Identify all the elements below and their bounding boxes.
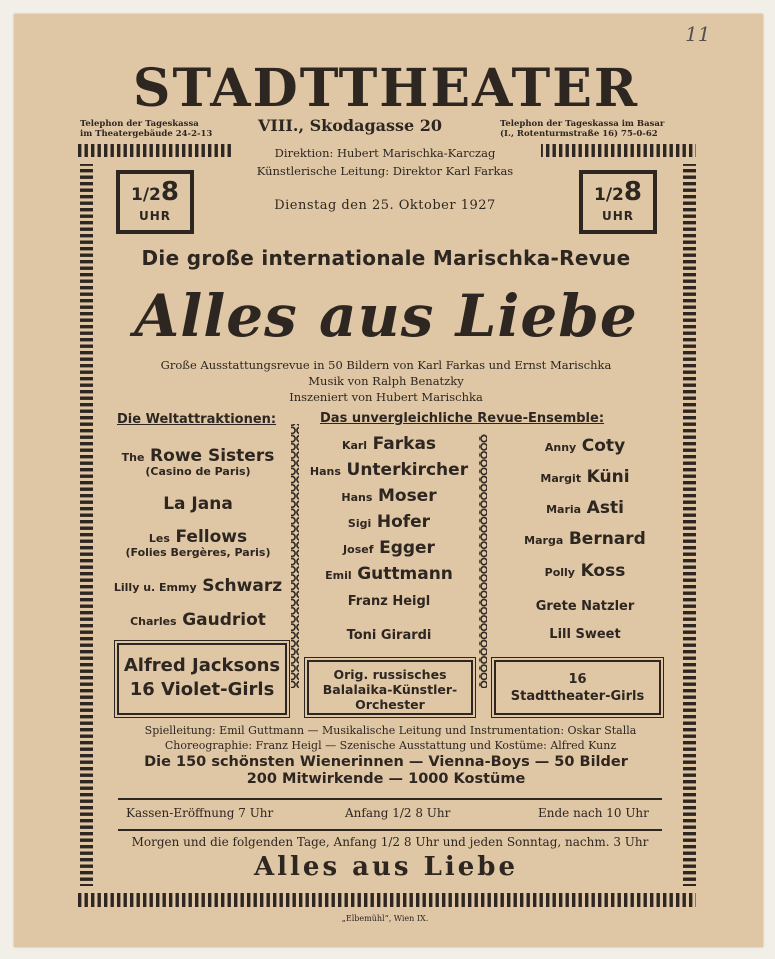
left-section-header: Die Weltattraktionen: [117, 412, 277, 427]
ensemble-member: Anny Coty [544, 436, 626, 456]
show-title: Alles aus Liebe [134, 282, 638, 350]
ensemble-member: Maria Asti [546, 498, 624, 518]
ensemble-right-list [490, 436, 680, 649]
theatre-name: STADTTHEATER [132, 58, 640, 119]
right-section-header: Das unvergleichliche Revue-Ensemble: [320, 411, 605, 426]
ensemble-member: Lill Sweet [549, 627, 621, 642]
staff-line-2: Choreographie: Franz Heigl — Szenische Ausstattung und Kostüme: Alfred Kunz [164, 739, 617, 752]
time-unit: UHR [138, 209, 172, 223]
ensemble-member: Grete Natzler [535, 599, 635, 614]
printer-imprint: „Elbemühl“, Wien IX. [341, 914, 429, 923]
credit-line-3: Inszeniert von Hubert Marischka [289, 390, 483, 404]
phone-right [500, 119, 664, 139]
stats-line-2: 200 Mitwirkende — 1000 Kostüme [246, 771, 526, 787]
credit-line-2: Musik von Ralph Benatzky [308, 374, 464, 388]
direction-line: Direktion: Hubert Marischka-Karczag [274, 146, 496, 160]
footer-show-title: Alles aus Liebe [253, 852, 519, 882]
pencil-page-mark: 11 [685, 22, 711, 46]
violet-girls-box [117, 643, 287, 715]
attraction-item: La Jana [163, 494, 233, 514]
ensemble-member: Karl Farkas [341, 434, 437, 454]
top-right-bar-border [541, 144, 696, 157]
violet-girls-line-1: Alfred Jacksons [123, 655, 281, 676]
time-fraction: 1/2 [131, 185, 161, 205]
theatre-address: VIII., Skodagasse 20 [258, 116, 443, 135]
time-unit: UHR [601, 209, 635, 223]
attraction-item: Lilly u. Emmy Schwarz [113, 576, 283, 596]
staff-line-1: Spielleitung: Emil Guttmann — Musikalische Leitung und Instrumentation: Oskar Stalla [144, 724, 637, 737]
end-time: Ende nach 10 Uhr [538, 806, 649, 820]
credit-line-1: Große Ausstattungsrevue in 50 Bildern von Karl Farkas und Ernst Marischka [160, 358, 612, 372]
ensemble-member: Sigi Hofer [347, 512, 431, 532]
divider-rule-2 [118, 829, 662, 831]
ensemble-middle-list [300, 434, 478, 650]
ensemble-member: Marga Bernard [524, 529, 646, 549]
attractions-list [100, 446, 296, 640]
stadttheater-girls-box [494, 660, 661, 715]
balalaika-box [307, 660, 473, 715]
violet-girls-line-2: 16 Violet-Girls [129, 679, 275, 700]
time-hour: 8 [160, 177, 179, 207]
attraction-item: Charles Gaudriot [130, 610, 266, 630]
phone-left [80, 119, 212, 139]
bead-divider-right [479, 434, 487, 688]
top-left-bar-border [76, 144, 234, 157]
divider-rule-1 [118, 798, 662, 800]
doors-open-time: Kassen-Eröffnung 7 Uhr [126, 806, 274, 820]
ensemble-member: Toni Girardi [346, 628, 432, 643]
stadttheater-girls-line-1: 16 [568, 672, 587, 687]
ensemble-member: Hans Moser [341, 486, 437, 506]
bottom-bar-border [76, 893, 696, 907]
balalaika-line-1: Orig. russisches [333, 667, 447, 682]
ensemble-member: Josef Egger [343, 538, 435, 558]
attraction-item: The Rowe Sisters (Casino de Paris) [121, 446, 275, 478]
time-fraction: 1/2 [594, 185, 624, 205]
balalaika-line-2: Balalaika-Künstler- [322, 682, 458, 697]
revue-heading: Die große internationale Marischka-Revue [141, 246, 631, 270]
ensemble-member: Margit Küni [540, 467, 630, 487]
phone-right-line-1: Telephon der Tageskassa im Basar [500, 119, 665, 129]
ensemble-member: Polly Koss [544, 561, 626, 581]
balalaika-line-3: Orchester [355, 697, 425, 712]
artistic-direction-line: Künstlerische Leitung: Direktor Karl Farkas [256, 164, 514, 178]
ensemble-member: Hans Unterkircher [309, 460, 469, 480]
attraction-item: Les Fellows (Folies Bergères, Paris) [125, 527, 271, 559]
stadttheater-girls-line-2: Stadttheater-Girls [510, 689, 645, 704]
performance-date: Dienstag den 25. Oktober 1927 [274, 198, 496, 213]
phone-right-line-2: (I., Rotenturmstraße 16) 75-0-62 [500, 129, 658, 139]
ensemble-member: Franz Heigl [347, 594, 431, 609]
phone-left-line-1: Telephon der Tageskassa [80, 119, 199, 129]
following-days-note: Morgen und die folgenden Tage, Anfang 1/2 8 Uhr und jeden Sonntag, nachm. 3 Uhr [131, 835, 649, 849]
phone-left-line-2: im Theatergebäude 24-2-13 [80, 129, 213, 139]
stats-line-1: Die 150 schönsten Wienerinnen — Vienna-Boys — 50 Bilder [144, 754, 628, 770]
ensemble-member: Emil Guttmann [325, 564, 453, 584]
start-time: Anfang 1/2 8 Uhr [345, 806, 451, 820]
time-hour: 8 [623, 177, 642, 207]
time-badge-left [116, 170, 194, 234]
time-badge-right [579, 170, 657, 234]
